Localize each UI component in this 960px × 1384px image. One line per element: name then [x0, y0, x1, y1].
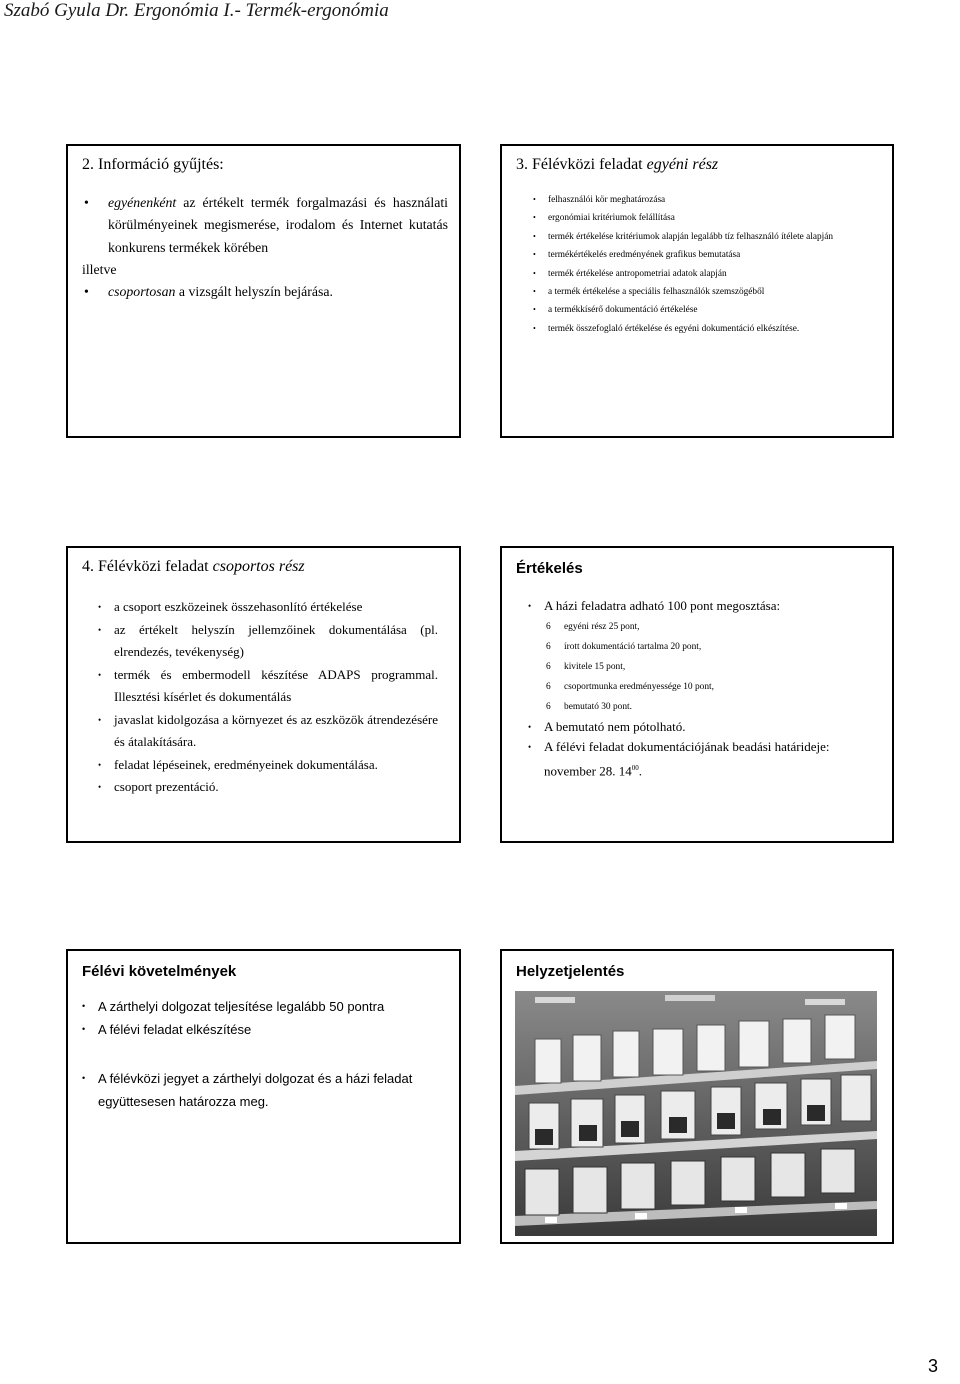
- bullet-icon: •: [84, 195, 89, 210]
- list-item: [533, 246, 882, 264]
- list-item: [98, 596, 438, 619]
- bullet-icon: •: [528, 601, 532, 611]
- bullet-icon: •: [98, 602, 102, 612]
- item-text: a vizsgált helyszín bejárása.: [175, 284, 333, 300]
- item-text: A félévközi jegyet a zárthelyi dolgozat és a házi feladat együttesesen határozza meg.: [98, 1071, 413, 1109]
- slide-title: [516, 156, 718, 174]
- sub-bullet-marker: 6: [546, 621, 551, 632]
- bullet-icon: •: [533, 195, 536, 204]
- list-item: [528, 737, 864, 781]
- list-item: [98, 664, 438, 709]
- sub-item-text: bemutató 30 pont.: [564, 701, 632, 712]
- sub-item: [544, 657, 864, 677]
- coffee-makers-photo-image: [515, 991, 877, 1236]
- item-text: felhasználói kör meghatározása: [548, 195, 666, 205]
- list-item: [528, 717, 864, 738]
- sub-item: [544, 637, 864, 657]
- item-text: A házi feladatra adható 100 pont megosztása:: [544, 598, 781, 613]
- bullet-icon: •: [98, 669, 102, 680]
- list-item: [98, 709, 438, 754]
- bullet-icon: •: [98, 759, 102, 770]
- sub-bullet-marker: 6: [546, 641, 551, 652]
- sub-bullet-marker: 6: [546, 701, 551, 712]
- slide-title: [82, 558, 305, 576]
- title-number: 3. Félévközi feladat: [516, 156, 647, 173]
- slide-body: [82, 192, 448, 303]
- list-item: [533, 209, 882, 227]
- bullet-icon: •: [533, 287, 536, 297]
- bullet-icon: •: [82, 1001, 86, 1011]
- list-item: [82, 1018, 438, 1041]
- sub-bullet-marker: 6: [546, 661, 551, 672]
- time-superscript: 00: [631, 763, 639, 772]
- sub-item: [544, 617, 864, 637]
- sub-item: [544, 677, 864, 697]
- bullet-icon: •: [533, 213, 536, 223]
- plain-text: illetve: [82, 261, 117, 277]
- item-text: termék és embermodell készítése ADAPS programmal. Illesztési kísérlet és dokumentálás: [114, 666, 438, 704]
- slide-title: Helyzetjelentés: [516, 963, 625, 980]
- list-item: [82, 995, 438, 1018]
- list-item: [533, 265, 882, 283]
- list-item: [528, 596, 864, 617]
- slide-evaluation: [500, 546, 894, 843]
- item-text: ergonómiai kritériumok felállítása: [548, 213, 675, 224]
- sub-item: [544, 697, 864, 717]
- slide-information-gathering: [66, 144, 461, 438]
- bullet-icon: •: [98, 624, 102, 635]
- item-text: A bemutató nem pótolható.: [544, 718, 686, 734]
- list-item: [82, 281, 448, 303]
- slide-title: Értékelés: [516, 560, 583, 577]
- list-item: [82, 192, 448, 259]
- sub-item-text: egyéni rész 25 pont,: [564, 621, 640, 632]
- task-list: [98, 596, 438, 799]
- item-text: a csoport eszközeinek összehasonlító értékelése: [114, 599, 363, 614]
- sub-item-text: írott dokumentáció tartalma 20 pont,: [564, 641, 702, 652]
- store-shelf-photo: [515, 991, 877, 1236]
- item-text: termék összefoglaló értékelése és egyéni dokumentáció elkészítése.: [548, 323, 800, 334]
- slide-title: Félévi követelmények: [82, 963, 237, 980]
- bullet-icon: •: [533, 231, 536, 241]
- list-item: [533, 191, 882, 209]
- item-text: A félévi feladat dokumentációjának beadási határideje: november 28. 14: [544, 739, 830, 778]
- document-header: Szabó Gyula Dr. Ergonómia I.- Termék-ergonómia: [4, 0, 389, 21]
- item-text: csoport prezentáció.: [114, 779, 219, 794]
- bullet-icon: •: [528, 742, 532, 752]
- item-text: feladat lépéseinek, eredményeinek dokumentálása.: [114, 756, 378, 772]
- title-emphasis: egyéni rész: [646, 156, 719, 173]
- slide-title: 2. Információ gyűjtés:: [82, 156, 224, 173]
- list-item: [533, 228, 882, 246]
- task-list: [533, 191, 882, 338]
- bullet-icon: •: [98, 714, 102, 725]
- page-number: 3: [927, 1356, 938, 1376]
- list-item: [533, 301, 882, 319]
- sub-item-text: kivitele 15 pont,: [564, 661, 626, 672]
- item-text: A félévi feladat elkészítése: [98, 1022, 252, 1037]
- list-item: [98, 776, 438, 799]
- item-text: javaslat kidolgozása a környezet és az eszközök átrendezésére és átalakítására.: [114, 711, 438, 749]
- list-item: [533, 283, 882, 301]
- slide-group-task: [66, 546, 461, 843]
- item-text: A zárthelyi dolgozat teljesítése legalább 50 pontra: [98, 999, 385, 1014]
- item-text: a termékkísérő dokumentáció értékelése: [548, 305, 698, 316]
- slide-individual-task: [500, 144, 894, 438]
- sub-item-text: csoportmunka eredményessége 10 pont,: [564, 681, 714, 692]
- bullet-icon: •: [533, 268, 536, 278]
- title-number: 4. Félévközi feladat: [82, 558, 213, 575]
- slide-status-report: [500, 949, 894, 1244]
- bullet-icon: •: [533, 305, 536, 315]
- slide-body: [528, 596, 864, 781]
- bullet-icon: •: [82, 1073, 86, 1083]
- sub-bullet-marker: 6: [546, 681, 551, 692]
- bullet-icon: •: [98, 782, 102, 792]
- list-item: [533, 320, 882, 338]
- item-text: termék értékelése kritériumok alapján legalább tíz felhasználó ítélete alapján: [548, 231, 833, 242]
- list-item: [98, 754, 438, 777]
- item-text: az értékelt helyszín jellemzőinek dokumentálása (pl. elrendezés, tevékenység): [114, 621, 438, 659]
- title-emphasis: csoportos rész: [212, 558, 305, 575]
- item-text: termékértékelés eredményének grafikus bemutatása: [548, 250, 741, 261]
- item-text: az értékelt termék forgalmazási és használati körülményeinek megismerése, irodalom és Internet kutatás konkurens termékek körében: [108, 195, 448, 255]
- slide-body: [82, 995, 438, 1113]
- bullet-icon: •: [533, 250, 536, 260]
- bullet-icon: •: [528, 721, 532, 732]
- item-text-end: .: [638, 762, 642, 778]
- item-text: a termék értékelése a speciális felhasználók szemszögéből: [548, 287, 765, 298]
- emphasis-text: egyénenként: [108, 195, 177, 210]
- list-item: [98, 619, 438, 664]
- bullet-icon: •: [82, 1024, 86, 1034]
- item-text: termék értékelése antropometriai adatok alapján: [548, 268, 727, 279]
- bullet-icon: •: [84, 284, 89, 300]
- emphasis-text: csoportosan: [108, 284, 176, 300]
- list-item: [82, 1067, 438, 1113]
- slide-semester-requirements: [66, 949, 461, 1244]
- bullet-icon: •: [533, 323, 536, 333]
